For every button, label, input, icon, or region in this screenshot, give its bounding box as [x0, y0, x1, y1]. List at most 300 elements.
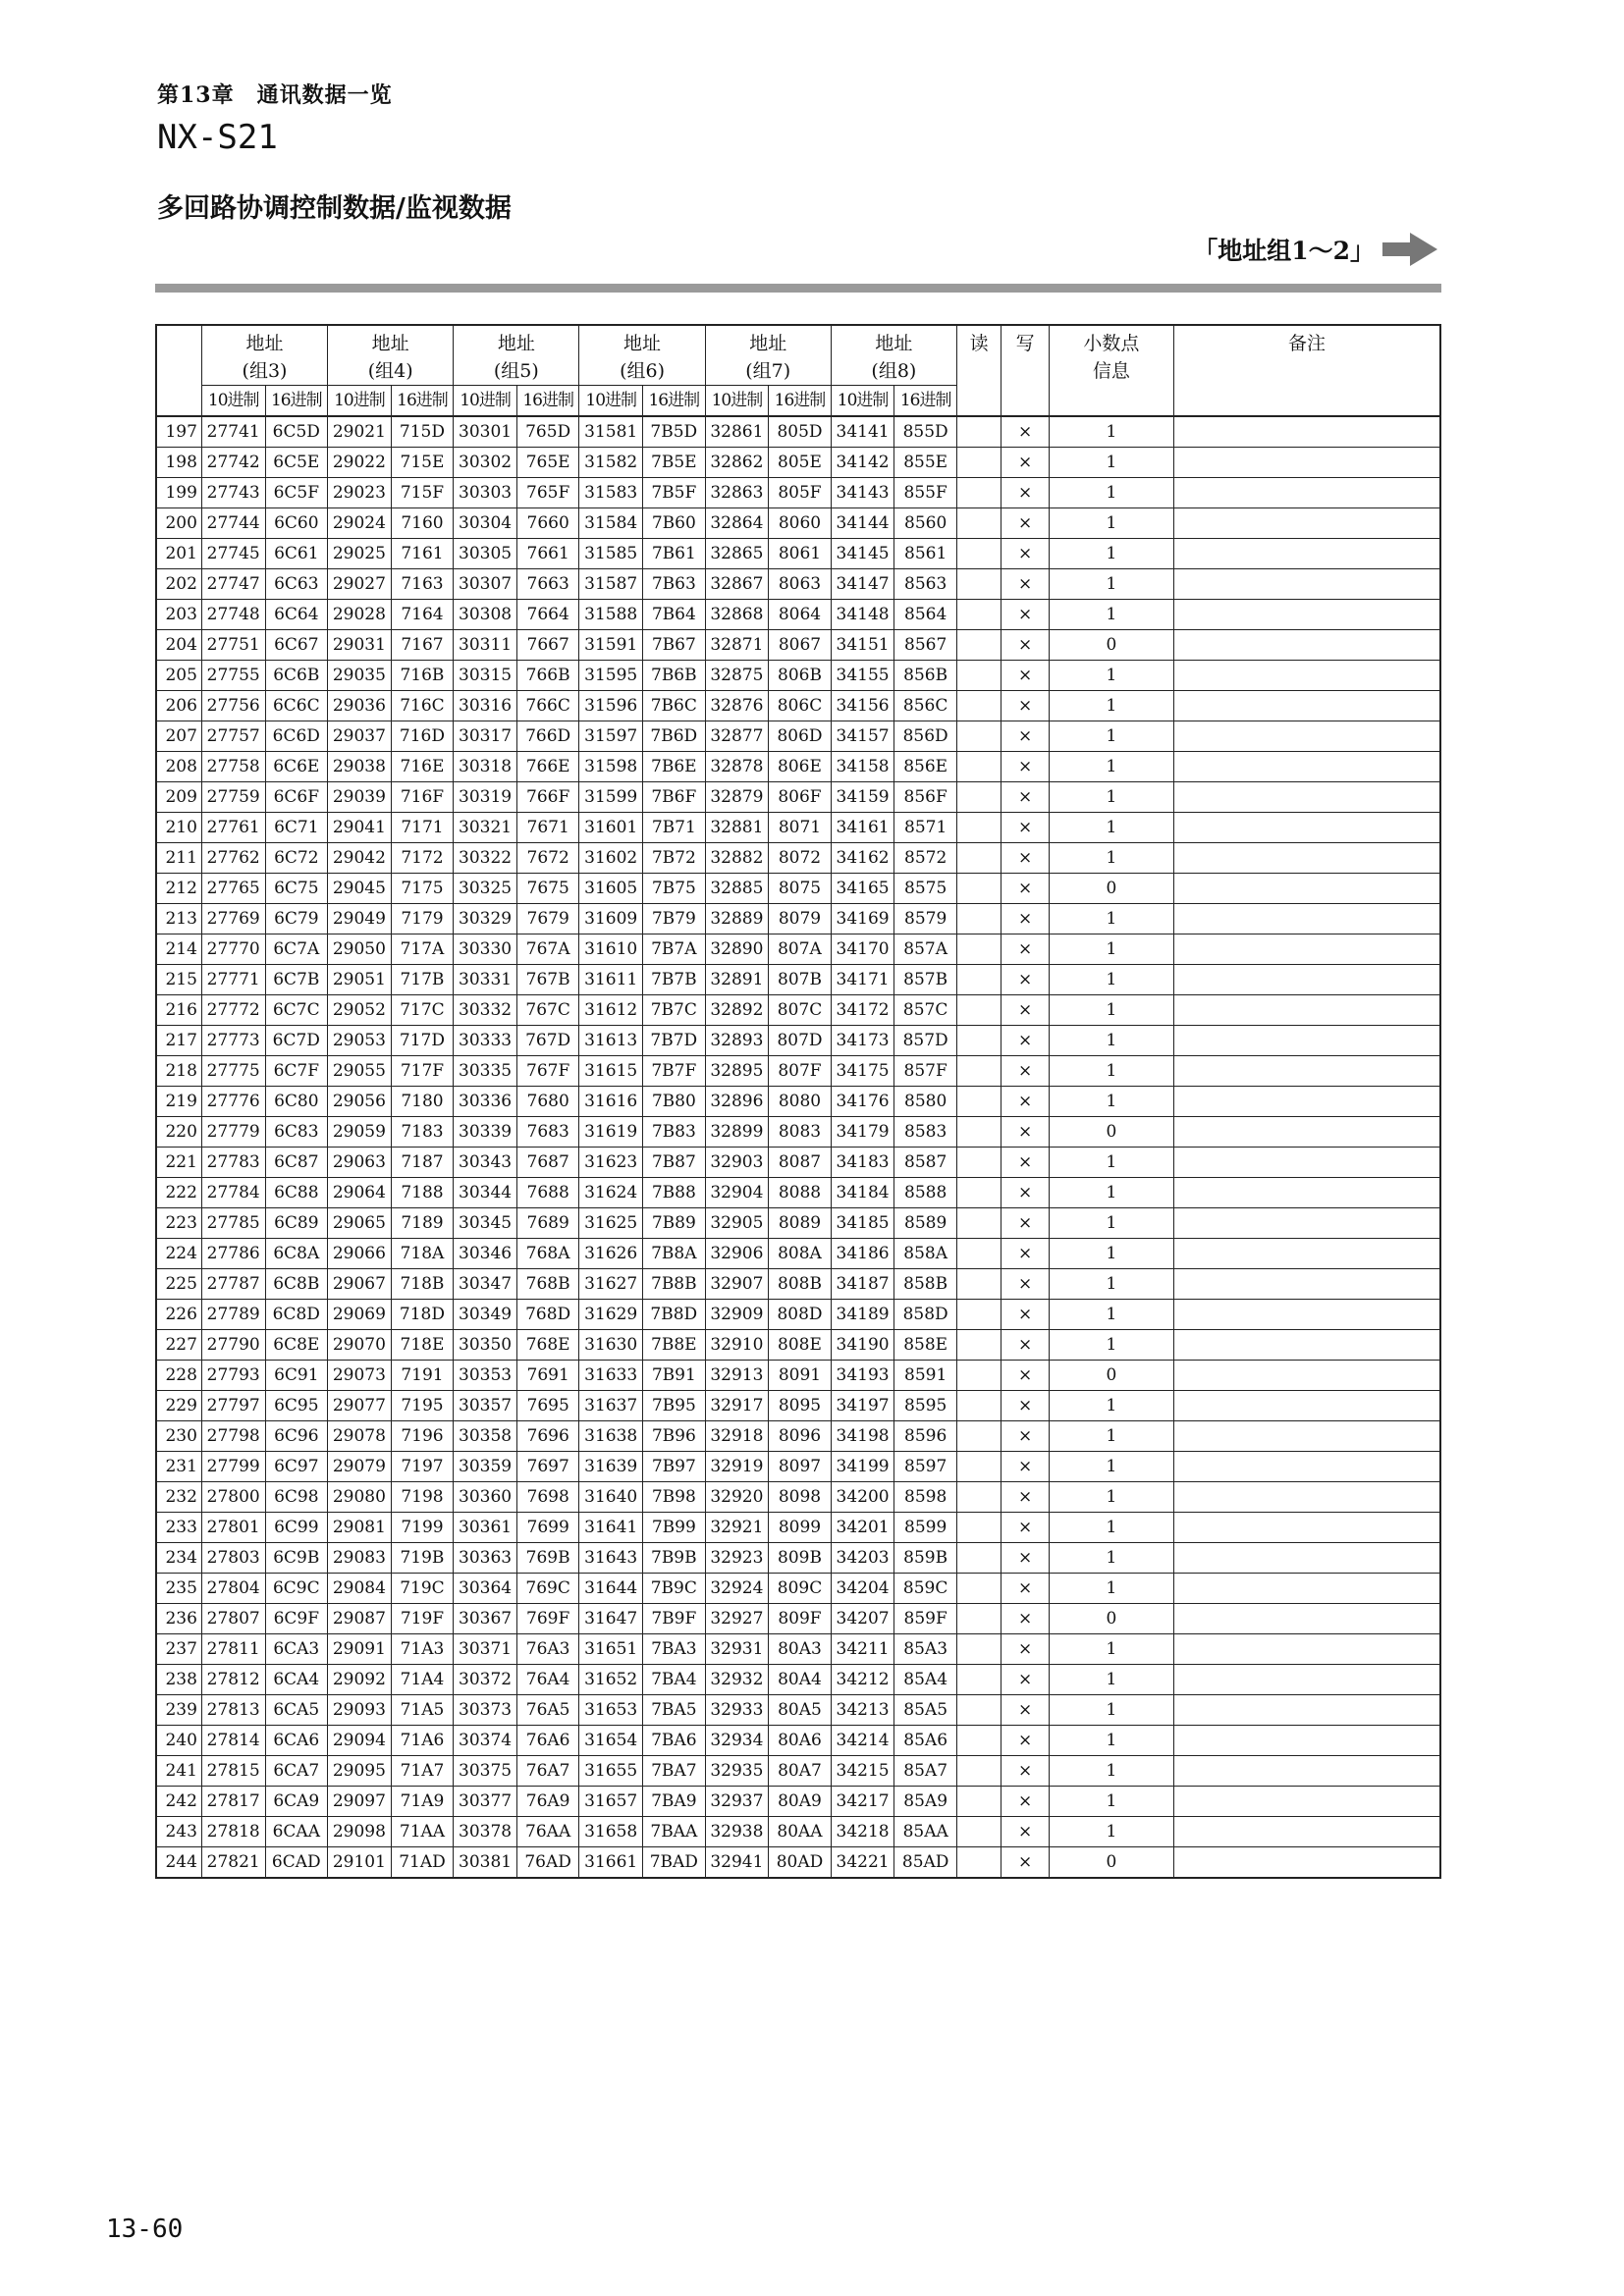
header-rule [155, 284, 1441, 293]
decimal-address-cell: 29039 [328, 782, 392, 813]
hex-address-cell: 71A7 [391, 1756, 454, 1787]
hex-address-cell: 7687 [516, 1148, 579, 1178]
write-cell: × [1001, 1513, 1049, 1543]
hex-address-cell: 7161 [391, 539, 454, 569]
hex-address-cell: 8560 [894, 508, 957, 539]
decimal-address-cell: 34147 [831, 569, 894, 600]
decimal-info-cell: 1 [1049, 448, 1173, 478]
decimal-address-cell: 27743 [201, 478, 265, 508]
row-index: 231 [156, 1452, 201, 1482]
decimal-address-cell: 34179 [831, 1117, 894, 1148]
decimal-info-cell: 1 [1049, 1148, 1173, 1178]
decimal-address-cell: 30373 [454, 1695, 517, 1726]
hex-address-cell: 8063 [769, 569, 832, 600]
decimal-address-cell: 27803 [201, 1543, 265, 1574]
decimal-address-cell: 27745 [201, 539, 265, 569]
decimal-address-cell: 27756 [201, 691, 265, 721]
decimal-address-cell: 29067 [328, 1269, 392, 1300]
hex-address-cell: 80A3 [769, 1634, 832, 1665]
decimal-address-cell: 31629 [579, 1300, 643, 1330]
write-cell: × [1001, 1482, 1049, 1513]
decimal-address-cell: 34218 [831, 1817, 894, 1847]
decimal-address-cell: 27786 [201, 1239, 265, 1269]
row-index: 241 [156, 1756, 201, 1787]
decimal-address-cell: 34214 [831, 1726, 894, 1756]
decimal-address-cell: 32882 [705, 843, 769, 874]
decimal-address-cell: 31605 [579, 874, 643, 904]
decimal-address-cell: 27776 [201, 1087, 265, 1117]
hex-address-cell: 7BA7 [643, 1756, 706, 1787]
write-cell: × [1001, 934, 1049, 965]
hex-address-cell: 71AA [391, 1817, 454, 1847]
remarks-header: 备注 [1173, 325, 1440, 416]
decimal-address-cell: 32862 [705, 448, 769, 478]
hex-address-cell: 805E [769, 448, 832, 478]
decimal-address-cell: 30375 [454, 1756, 517, 1787]
decimal-address-cell: 31611 [579, 965, 643, 995]
decimal-address-cell: 34221 [831, 1847, 894, 1879]
remarks-cell [1173, 1087, 1440, 1117]
table-row [156, 1634, 1440, 1665]
hex-address-cell: 769C [516, 1574, 579, 1604]
table-row [156, 1330, 1440, 1361]
hex-address-cell: 6C7C [265, 995, 328, 1026]
read-cell [956, 1787, 1001, 1817]
row-index: 219 [156, 1087, 201, 1117]
decimal-address-cell: 34217 [831, 1787, 894, 1817]
decimal-address-cell: 32890 [705, 934, 769, 965]
hex-address-cell: 6C6F [265, 782, 328, 813]
hex-address-cell: 7B71 [643, 813, 706, 843]
hex-address-cell: 7B5E [643, 448, 706, 478]
hex-address-cell: 8597 [894, 1452, 957, 1482]
remarks-cell [1173, 478, 1440, 508]
read-cell [956, 1726, 1001, 1756]
decimal-info-cell: 1 [1049, 843, 1173, 874]
read-cell [956, 1665, 1001, 1695]
decimal-address-cell: 27775 [201, 1056, 265, 1087]
decimal-info-cell: 1 [1049, 1482, 1173, 1513]
hex-address-cell: 856D [894, 721, 957, 752]
table-row [156, 1574, 1440, 1604]
decimal-address-cell: 31638 [579, 1421, 643, 1452]
remarks-cell [1173, 1604, 1440, 1634]
decimal-info-cell: 1 [1049, 416, 1173, 448]
table-row [156, 752, 1440, 782]
hex-address-cell: 6C6B [265, 661, 328, 691]
decimal-info-cell: 1 [1049, 1787, 1173, 1817]
decimal-address-cell: 29078 [328, 1421, 392, 1452]
decimal-address-cell: 27765 [201, 874, 265, 904]
table-row [156, 1543, 1440, 1574]
hex-address-cell: 8079 [769, 904, 832, 934]
decimal-address-cell: 27783 [201, 1148, 265, 1178]
decimal-address-cell: 31598 [579, 752, 643, 782]
read-cell [956, 934, 1001, 965]
row-index: 237 [156, 1634, 201, 1665]
hex-address-cell: 6C8A [265, 1239, 328, 1269]
hex-address-cell: 808B [769, 1269, 832, 1300]
decimal-address-cell: 29036 [328, 691, 392, 721]
hex-address-cell: 716B [391, 661, 454, 691]
hex-address-cell: 6C75 [265, 874, 328, 904]
decimal-address-cell: 27814 [201, 1726, 265, 1756]
hex-address-cell: 7BA3 [643, 1634, 706, 1665]
remarks-cell [1173, 569, 1440, 600]
decimal-address-cell: 32885 [705, 874, 769, 904]
decimal-address-cell: 34186 [831, 1239, 894, 1269]
table-row [156, 1148, 1440, 1178]
decimal-address-cell: 31595 [579, 661, 643, 691]
decimal-address-cell: 32867 [705, 569, 769, 600]
row-index: 202 [156, 569, 201, 600]
decimal-address-cell: 31599 [579, 782, 643, 813]
decimal-address-cell: 31585 [579, 539, 643, 569]
hex-address-cell: 768B [516, 1269, 579, 1300]
table-row [156, 1726, 1440, 1756]
row-index: 244 [156, 1847, 201, 1879]
table-row [156, 1756, 1440, 1787]
hex-address-cell: 856F [894, 782, 957, 813]
decimal-address-cell: 29045 [328, 874, 392, 904]
read-cell [956, 843, 1001, 874]
decimal-address-cell: 29094 [328, 1726, 392, 1756]
decimal-address-cell: 34183 [831, 1148, 894, 1178]
hex-col-header: 16进制 [265, 386, 328, 417]
decimal-address-cell: 29035 [328, 661, 392, 691]
read-cell [956, 478, 1001, 508]
decimal-address-cell: 31633 [579, 1361, 643, 1391]
decimal-address-cell: 30331 [454, 965, 517, 995]
decimal-info-cell: 0 [1049, 1604, 1173, 1634]
hex-address-cell: 859B [894, 1543, 957, 1574]
table-row [156, 600, 1440, 630]
decimal-address-cell: 30335 [454, 1056, 517, 1087]
hex-address-cell: 76AD [516, 1847, 579, 1879]
hex-address-cell: 8599 [894, 1513, 957, 1543]
hex-address-cell: 7B95 [643, 1391, 706, 1421]
row-index: 240 [156, 1726, 201, 1756]
remarks-cell [1173, 1756, 1440, 1787]
hex-address-cell: 8089 [769, 1208, 832, 1239]
decimal-info-cell: 1 [1049, 1056, 1173, 1087]
decimal-address-cell: 29053 [328, 1026, 392, 1056]
hex-address-cell: 6CAD [265, 1847, 328, 1879]
hex-address-cell: 6C97 [265, 1452, 328, 1482]
remarks-cell [1173, 874, 1440, 904]
hex-address-cell: 858D [894, 1300, 957, 1330]
row-index: 216 [156, 995, 201, 1026]
decimal-info-cell: 1 [1049, 600, 1173, 630]
hex-address-cell: 6CA9 [265, 1787, 328, 1817]
table-row [156, 1482, 1440, 1513]
decimal-info-cell: 1 [1049, 782, 1173, 813]
decimal-address-cell: 34141 [831, 416, 894, 448]
table-row [156, 1087, 1440, 1117]
decimal-address-cell: 27804 [201, 1574, 265, 1604]
hex-address-cell: 8567 [894, 630, 957, 661]
hex-address-cell: 806C [769, 691, 832, 721]
hex-address-cell: 71A3 [391, 1634, 454, 1665]
decimal-address-cell: 32909 [705, 1300, 769, 1330]
remarks-cell [1173, 508, 1440, 539]
hex-address-cell: 8096 [769, 1421, 832, 1452]
decimal-address-cell: 29073 [328, 1361, 392, 1391]
decimal-address-cell: 29077 [328, 1391, 392, 1421]
hex-address-cell: 7B75 [643, 874, 706, 904]
write-cell: × [1001, 630, 1049, 661]
hex-address-cell: 6C6C [265, 691, 328, 721]
hex-address-cell: 6C6E [265, 752, 328, 782]
decimal-address-cell: 34158 [831, 752, 894, 782]
decimal-address-cell: 30304 [454, 508, 517, 539]
hex-address-cell: 766B [516, 661, 579, 691]
decimal-info-cell: 1 [1049, 904, 1173, 934]
row-index: 200 [156, 508, 201, 539]
hex-address-cell: 85AD [894, 1847, 957, 1879]
decimal-address-cell: 30371 [454, 1634, 517, 1665]
write-cell: × [1001, 904, 1049, 934]
hex-address-cell: 856E [894, 752, 957, 782]
hex-address-cell: 857C [894, 995, 957, 1026]
read-cell [956, 1208, 1001, 1239]
decimal-address-cell: 27772 [201, 995, 265, 1026]
decimal-address-cell: 31615 [579, 1056, 643, 1087]
read-cell [956, 1482, 1001, 1513]
decimal-address-cell: 32932 [705, 1665, 769, 1695]
remarks-cell [1173, 995, 1440, 1026]
decimal-address-cell: 34169 [831, 904, 894, 934]
decimal-info-cell: 1 [1049, 752, 1173, 782]
decimal-address-cell: 32921 [705, 1513, 769, 1543]
hex-address-cell: 6C64 [265, 600, 328, 630]
hex-address-cell: 7189 [391, 1208, 454, 1239]
decimal-address-cell: 32905 [705, 1208, 769, 1239]
hex-col-header: 16进制 [894, 386, 957, 417]
hex-address-cell: 7B63 [643, 569, 706, 600]
decimal-address-cell: 27793 [201, 1361, 265, 1391]
hex-address-cell: 76A7 [516, 1756, 579, 1787]
hex-address-cell: 7B8D [643, 1300, 706, 1330]
hex-address-cell: 7664 [516, 600, 579, 630]
hex-address-cell: 6C67 [265, 630, 328, 661]
hex-address-cell: 7187 [391, 1148, 454, 1178]
row-index: 197 [156, 416, 201, 448]
decimal-address-cell: 30381 [454, 1847, 517, 1879]
decimal-address-cell: 31658 [579, 1817, 643, 1847]
hex-address-cell: 6C5F [265, 478, 328, 508]
table-row [156, 1178, 1440, 1208]
row-index: 239 [156, 1695, 201, 1726]
hex-address-cell: 6C8D [265, 1300, 328, 1330]
table-row [156, 1452, 1440, 1482]
decimal-address-cell: 29064 [328, 1178, 392, 1208]
decimal-info-cell: 1 [1049, 691, 1173, 721]
row-index: 204 [156, 630, 201, 661]
hex-address-cell: 7B99 [643, 1513, 706, 1543]
hex-address-cell: 6C91 [265, 1361, 328, 1391]
data-table-container [155, 324, 1441, 1879]
decimal-info-cell: 1 [1049, 1726, 1173, 1756]
remarks-cell [1173, 1726, 1440, 1756]
hex-address-cell: 765F [516, 478, 579, 508]
read-cell [956, 1148, 1001, 1178]
decimal-address-cell: 31640 [579, 1482, 643, 1513]
decimal-address-cell: 27744 [201, 508, 265, 539]
decimal-info-cell: 1 [1049, 934, 1173, 965]
decimal-address-cell: 31602 [579, 843, 643, 874]
table-row [156, 1269, 1440, 1300]
remarks-cell [1173, 1452, 1440, 1482]
decimal-address-cell: 31643 [579, 1543, 643, 1574]
decimal-info-cell: 1 [1049, 1756, 1173, 1787]
decimal-address-cell: 34203 [831, 1543, 894, 1574]
hex-address-cell: 855D [894, 416, 957, 448]
decimal-address-cell: 27801 [201, 1513, 265, 1543]
group-header: 地址 (组3) [201, 325, 327, 386]
decimal-address-cell: 32937 [705, 1787, 769, 1817]
remarks-cell [1173, 1634, 1440, 1665]
table-row [156, 965, 1440, 995]
section-title: 多回路协调控制数据/监视数据 [157, 193, 512, 224]
address-group-nav[interactable] [1193, 232, 1437, 267]
address-data-table [155, 324, 1441, 1879]
hex-address-cell: 7B5F [643, 478, 706, 508]
decimal-address-cell: 32906 [705, 1239, 769, 1269]
row-index: 207 [156, 721, 201, 752]
table-row [156, 874, 1440, 904]
row-index: 218 [156, 1056, 201, 1087]
hex-address-cell: 8587 [894, 1148, 957, 1178]
decimal-address-cell: 32913 [705, 1361, 769, 1391]
hex-address-cell: 7B61 [643, 539, 706, 569]
hex-address-cell: 7199 [391, 1513, 454, 1543]
decimal-address-cell: 32895 [705, 1056, 769, 1087]
hex-address-cell: 71AD [391, 1847, 454, 1879]
decimal-address-cell: 27758 [201, 752, 265, 782]
row-index: 211 [156, 843, 201, 874]
hex-address-cell: 856C [894, 691, 957, 721]
write-cell: × [1001, 1634, 1049, 1665]
hex-address-cell: 6C71 [265, 813, 328, 843]
write-header: 写 [1001, 325, 1049, 416]
remarks-cell [1173, 934, 1440, 965]
arrow-right-icon [1382, 233, 1437, 266]
decimal-address-cell: 29052 [328, 995, 392, 1026]
hex-address-cell: 7B7D [643, 1026, 706, 1056]
decimal-address-cell: 30349 [454, 1300, 517, 1330]
write-cell: × [1001, 1056, 1049, 1087]
decimal-address-cell: 30357 [454, 1391, 517, 1421]
hex-address-cell: 718B [391, 1269, 454, 1300]
hex-address-cell: 6C83 [265, 1117, 328, 1148]
decimal-info-cell: 1 [1049, 813, 1173, 843]
read-header: 读 [956, 325, 1001, 416]
hex-address-cell: 7B6E [643, 752, 706, 782]
hex-address-cell: 7663 [516, 569, 579, 600]
hex-col-header: 16进制 [516, 386, 579, 417]
write-cell: × [1001, 569, 1049, 600]
hex-address-cell: 80AA [769, 1817, 832, 1847]
write-cell: × [1001, 508, 1049, 539]
decimal-address-cell: 29066 [328, 1239, 392, 1269]
hex-address-cell: 7691 [516, 1361, 579, 1391]
decimal-address-cell: 29049 [328, 904, 392, 934]
remarks-cell [1173, 1513, 1440, 1543]
hex-address-cell: 7B89 [643, 1208, 706, 1239]
decimal-address-cell: 32896 [705, 1087, 769, 1117]
hex-address-cell: 768A [516, 1239, 579, 1269]
hex-address-cell: 8060 [769, 508, 832, 539]
decimal-address-cell: 32935 [705, 1756, 769, 1787]
hex-address-cell: 715E [391, 448, 454, 478]
decimal-info-cell: 1 [1049, 1634, 1173, 1665]
hex-address-cell: 71A6 [391, 1726, 454, 1756]
hex-address-cell: 85A3 [894, 1634, 957, 1665]
hex-address-cell: 8572 [894, 843, 957, 874]
hex-address-cell: 80A9 [769, 1787, 832, 1817]
hex-address-cell: 769B [516, 1543, 579, 1574]
decimal-address-cell: 32904 [705, 1178, 769, 1208]
write-cell: × [1001, 1361, 1049, 1391]
decimal-address-cell: 30361 [454, 1513, 517, 1543]
decimal-col-header: 10进制 [328, 386, 392, 417]
hex-address-cell: 719F [391, 1604, 454, 1634]
hex-address-cell: 767B [516, 965, 579, 995]
hex-address-cell: 715D [391, 416, 454, 448]
decimal-address-cell: 30360 [454, 1482, 517, 1513]
decimal-address-cell: 32920 [705, 1482, 769, 1513]
table-row [156, 721, 1440, 752]
row-index: 208 [156, 752, 201, 782]
decimal-info-cell: 0 [1049, 1847, 1173, 1879]
remarks-cell [1173, 1117, 1440, 1148]
decimal-info-cell: 0 [1049, 1361, 1173, 1391]
decimal-address-cell: 34197 [831, 1391, 894, 1421]
decimal-col-header: 10进制 [705, 386, 769, 417]
decimal-address-cell: 31655 [579, 1756, 643, 1787]
hex-address-cell: 8588 [894, 1178, 957, 1208]
read-cell [956, 1543, 1001, 1574]
row-index: 215 [156, 965, 201, 995]
decimal-address-cell: 34187 [831, 1269, 894, 1300]
hex-address-cell: 8579 [894, 904, 957, 934]
hex-address-cell: 6C9B [265, 1543, 328, 1574]
hex-address-cell: 8071 [769, 813, 832, 843]
decimal-address-cell: 31610 [579, 934, 643, 965]
hex-address-cell: 8571 [894, 813, 957, 843]
hex-address-cell: 8095 [769, 1391, 832, 1421]
decimal-address-cell: 34161 [831, 813, 894, 843]
remarks-cell [1173, 904, 1440, 934]
decimal-address-cell: 34190 [831, 1330, 894, 1361]
row-index: 199 [156, 478, 201, 508]
write-cell: × [1001, 1452, 1049, 1482]
decimal-address-cell: 31639 [579, 1452, 643, 1482]
decimal-address-cell: 29097 [328, 1787, 392, 1817]
hex-address-cell: 7BAD [643, 1847, 706, 1879]
write-cell: × [1001, 995, 1049, 1026]
decimal-address-cell: 27797 [201, 1391, 265, 1421]
hex-address-cell: 7175 [391, 874, 454, 904]
hex-address-cell: 7689 [516, 1208, 579, 1239]
decimal-address-cell: 30372 [454, 1665, 517, 1695]
hex-address-cell: 857F [894, 1056, 957, 1087]
hex-address-cell: 716D [391, 721, 454, 752]
decimal-address-cell: 34200 [831, 1482, 894, 1513]
decimal-address-cell: 27755 [201, 661, 265, 691]
table-row [156, 782, 1440, 813]
